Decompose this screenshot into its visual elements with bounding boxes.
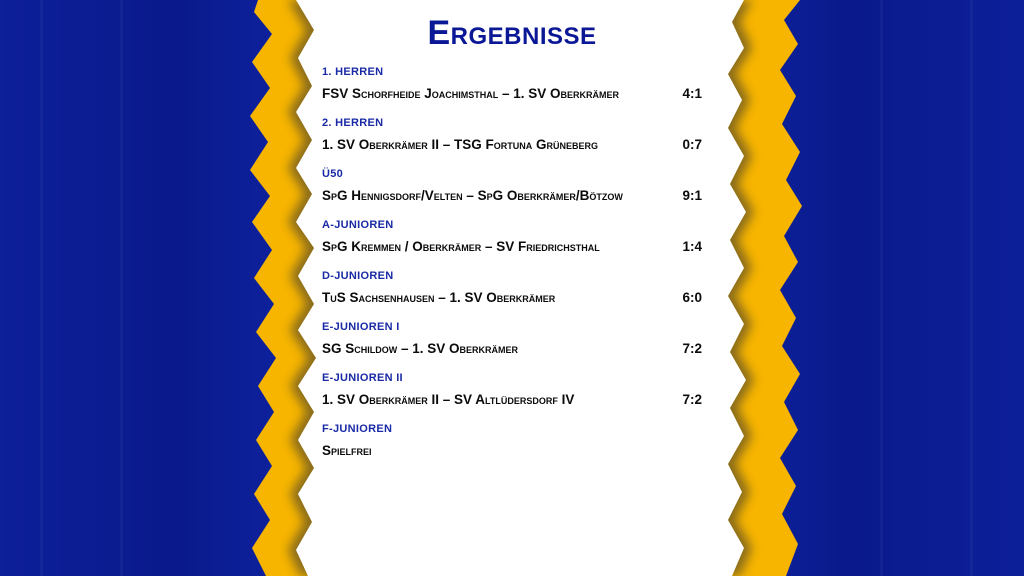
match-row xyxy=(322,237,702,257)
results-panel xyxy=(322,12,702,472)
match-teams: 1. SV Oberkrämer II – TSG Fortuna Grüneberg xyxy=(322,137,599,152)
match-score: 1:4 xyxy=(682,239,702,254)
result-section xyxy=(322,370,702,410)
page-title: Ergebnisse xyxy=(427,14,597,52)
match-row xyxy=(322,84,702,104)
match-score: 0:7 xyxy=(682,137,702,152)
match-teams: TuS Sachsenhausen – 1. SV Oberkrämer xyxy=(322,290,556,305)
match-score: 7:2 xyxy=(682,341,702,356)
match-score: 9:1 xyxy=(682,188,702,203)
match-score: 7:2 xyxy=(682,392,702,407)
result-section xyxy=(322,115,702,155)
match-teams: FSV Schorfheide Joachimsthal – 1. SV Oberkrämer xyxy=(322,86,620,101)
match-score: 4:1 xyxy=(682,86,702,101)
match-row xyxy=(322,186,702,206)
match-row xyxy=(322,135,702,155)
category-label: E-JUNIOREN I xyxy=(322,321,400,333)
category-label: A-JUNIOREN xyxy=(322,219,394,231)
match-teams: 1. SV Oberkrämer II – SV Altlüdersdorf IV xyxy=(322,392,575,407)
match-row xyxy=(322,288,702,308)
match-score: 6:0 xyxy=(682,290,702,305)
result-section xyxy=(322,421,702,461)
match-teams: SpG Hennigsdorf/Velten – SpG Oberkrämer/Bötzow xyxy=(322,188,623,203)
category-label: 2. HERREN xyxy=(322,117,384,129)
match-row xyxy=(322,390,702,410)
result-section xyxy=(322,64,702,104)
category-label: F-JUNIOREN xyxy=(322,423,393,435)
match-row xyxy=(322,441,702,461)
category-label: 1. HERREN xyxy=(322,66,384,78)
category-label: E-JUNIOREN II xyxy=(322,372,403,384)
match-teams: Spielfrei xyxy=(322,443,372,458)
match-teams: SpG Kremmen / Oberkrämer – SV Friedrichsthal xyxy=(322,239,600,254)
result-section xyxy=(322,268,702,308)
match-row xyxy=(322,339,702,359)
result-section xyxy=(322,166,702,206)
result-section xyxy=(322,217,702,257)
result-section xyxy=(322,319,702,359)
category-label: Ü50 xyxy=(322,168,344,180)
category-label: D-JUNIOREN xyxy=(322,270,394,282)
match-teams: SG Schildow – 1. SV Oberkrämer xyxy=(322,341,519,356)
